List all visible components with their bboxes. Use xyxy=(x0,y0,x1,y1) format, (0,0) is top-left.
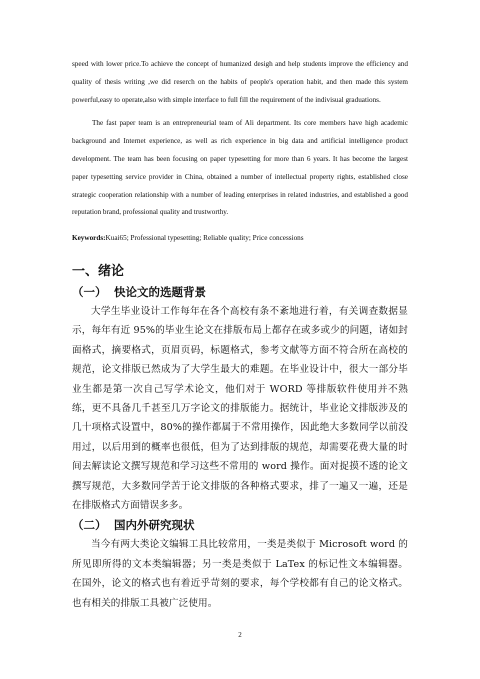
subsection-heading-research-status xyxy=(72,515,408,535)
keywords-label: Keywords: xyxy=(72,234,106,243)
subsection-number: （一） xyxy=(72,284,107,299)
keywords-line xyxy=(72,230,408,248)
abstract-paragraph-team: The fast paper team is an entrepreneurial team of Ali department. Its core members have high academic background and Internet experience, as well as rich experience in big data and artificial intelligence product development. The team has been focusing on paper typesetting for more than 6 years. It has become the largest paper typesetting service provider in China, obtained a number of intellectual property rights, established close strategic cooperation relationship with a number of leading enterprises in related industries, and established a good reputation brand, professional quality and trustworthy. xyxy=(72,119,408,217)
abstract-paragraph-continued: speed with lower price.To achieve the concept of humanized desigh and help students improve the efficiency and quality of thesis writing ,we did reserch on the habits of people's operation habit, and then made this system powerful,easy to operate,also with simple interface to full fill the requirement of the indivisual graduations. xyxy=(72,60,408,104)
keywords-text: Kuai65; Professional typesetting; Reliable quality; Price concessions xyxy=(105,234,304,243)
page-content xyxy=(72,56,408,613)
page-number: 2 xyxy=(238,631,242,639)
background-paragraph: 大学生毕业设计工作每年在各个高校有条不紊地进行着，有关调查数据显示，每年有近 95%的毕业生论文在排版布局上都存在或多或少的问题，诸如封面格式，摘要格式，页眉页码，标题格式，参考文献等方面不符合所在高校的规范，论文排版已然成为了大学生最大的难题。在毕业设计中，很大一部分毕业生都是第一次自己写学术论文，他们对于 WORD 等排版软件使用并不熟练，更不具备几千甚至几万字论文的排版能力。据统计，毕业论文排版涉及的几十项格式设置中，80%的操作都属于不常用操作，因此绝大多数同学以前没用过，以后用到的概率也很低，但为了达到排版的规范，却需要花费大量的时间去解读论文撰写规范和学习这些不常用的 word 操作。面对捉摸不透的论文撰写规范，大多数同学苦于论文排版的各种格式要求，排了一遍又一遍，还是在排版格式方面错误多多。 xyxy=(72,305,408,512)
subsection-number: （二） xyxy=(72,518,107,533)
research-status-paragraph: 当今有两大类论文编辑工具比较常用，一类是类似于 Microsoft word 的所见即所得的文本类编辑器；另一类是类似于 LaTex 的标记性文本编辑器。在国外，论文的格式也有着近乎苛刻的要求，每个学校都有自己的论文格式。也有相关的排版工具被广泛使用。 xyxy=(72,539,408,609)
section-heading-introduction: 一、绪论 xyxy=(72,263,125,279)
subsection-title: 国内外研究现状 xyxy=(114,518,195,533)
subsection-title: 快论文的选题背景 xyxy=(114,284,206,299)
subsection-heading-background xyxy=(72,282,408,302)
